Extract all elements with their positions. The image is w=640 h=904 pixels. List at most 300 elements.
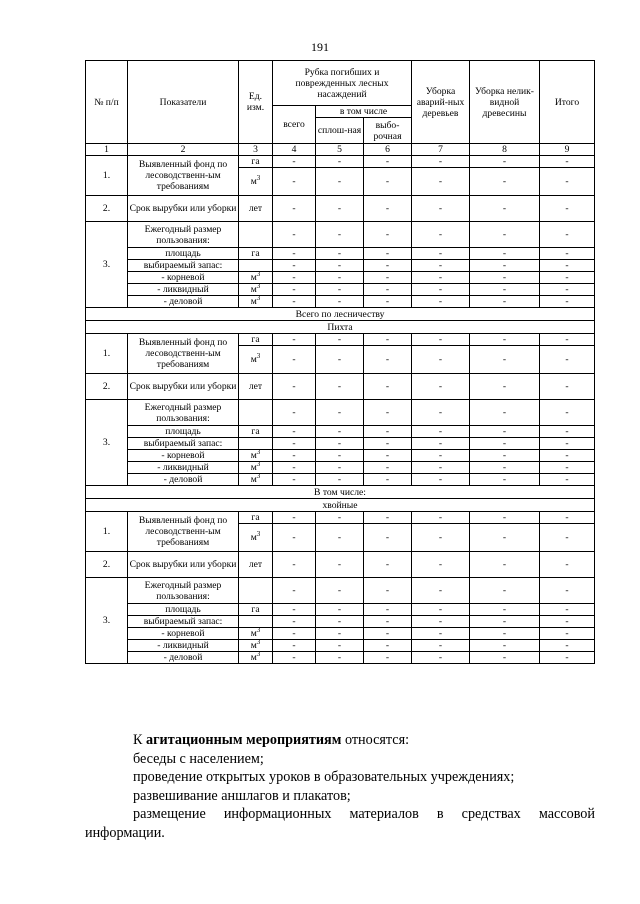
row-number: 1. [86,334,128,374]
unit-text: м [250,652,257,663]
table-row [86,156,595,168]
unit-cell [239,168,273,196]
col-number: 9 [540,144,595,156]
dash-cell: - [470,296,540,308]
dash-cell: - [316,156,364,168]
dash-cell: - [364,450,412,462]
dash-cell: - [364,260,412,272]
intro-bold: агитационным мероприятиям [146,732,342,748]
unit-text: м [250,176,257,187]
table-row [86,474,595,486]
dash-cell: - [412,248,470,260]
dash-cell: - [540,616,595,628]
row-label: выбираемый запас: [128,438,239,450]
dash-cell: - [412,438,470,450]
dash-cell: - [470,524,540,552]
dash-cell: - [364,374,412,400]
unit-text: м [250,354,257,365]
header-num: № п/п [86,61,128,144]
dash-cell: - [540,248,595,260]
unit-cell [239,260,273,272]
dash-cell: - [540,640,595,652]
col-number: 6 [364,144,412,156]
dash-cell: - [470,334,540,346]
dash-cell: - [412,168,470,196]
dash-cell: - [273,284,316,296]
unit-cell: лет [239,196,273,222]
dash-cell: - [412,260,470,272]
section-row [86,499,595,512]
dash-cell: - [273,196,316,222]
dash-cell: - [273,222,316,248]
dash-cell: - [412,450,470,462]
unit-superscript: 3 [256,449,261,456]
table-row [86,426,595,438]
col-number: 4 [273,144,316,156]
col-number: 1 [86,144,128,156]
header-felling: Рубка погибших и поврежденных лесных насаждений [273,61,412,106]
unit-superscript: 3 [256,529,261,538]
table-row [86,512,595,524]
dash-cell: - [316,222,364,248]
section-row [86,321,595,334]
row-number: 2. [86,552,128,578]
header-sum: Итого [540,61,595,144]
header-clear: сплош-ная [316,118,364,144]
dash-cell: - [364,284,412,296]
unit-cell [239,450,273,462]
dash-cell: - [540,222,595,248]
table-row [86,272,595,284]
dash-cell: - [316,438,364,450]
col-number: 8 [470,144,540,156]
col-number: 7 [412,144,470,156]
row-label: - корневой [128,450,239,462]
row-label: - деловой [128,652,239,664]
dash-cell: - [273,474,316,486]
dash-cell: - [470,374,540,400]
unit-superscript: 3 [256,639,261,646]
section-title: В том числе: [86,486,595,499]
dash-cell: - [470,512,540,524]
dash-cell: - [412,652,470,664]
unit-superscript: 3 [256,651,261,658]
dash-cell: - [412,474,470,486]
header-indicators: Показатели [128,61,239,144]
unit-cell [239,346,273,374]
header-including: в том числе [316,106,412,118]
unit-cell [239,628,273,640]
dash-cell: - [316,196,364,222]
row-label: Выявленный фонд по лесоводственн-ым требованиям [128,512,239,552]
row-label: выбираемый запас: [128,616,239,628]
dash-cell: - [316,260,364,272]
dash-cell: - [316,272,364,284]
dash-cell: - [470,616,540,628]
dash-cell: - [412,284,470,296]
table-row [86,552,595,578]
dash-cell: - [470,400,540,426]
unit-superscript: 3 [256,173,261,182]
dash-cell: - [364,168,412,196]
dash-cell: - [540,334,595,346]
dash-cell: - [364,334,412,346]
dash-cell: - [412,628,470,640]
unit-cell [239,400,273,426]
page-number: 191 [311,40,329,54]
unit-cell [239,474,273,486]
unit-superscript: 3 [256,351,261,360]
dash-cell: - [364,474,412,486]
col-number: 3 [239,144,273,156]
dash-cell: - [273,168,316,196]
dash-cell: - [412,578,470,604]
dash-cell: - [316,168,364,196]
header-selective: выбо-рочная [364,118,412,144]
dash-cell: - [273,524,316,552]
dash-cell: - [273,604,316,616]
dash-cell: - [470,640,540,652]
dash-cell: - [273,578,316,604]
dash-cell: - [540,578,595,604]
table-row [86,334,595,346]
dash-cell: - [540,652,595,664]
col-number: 2 [128,144,239,156]
dash-cell: - [316,400,364,426]
unit-cell: га [239,248,273,260]
dash-cell: - [273,156,316,168]
table-row [86,652,595,664]
header-emergency: Уборка аварий-ных деревьев [412,61,470,144]
dash-cell: - [273,296,316,308]
dash-cell: - [470,222,540,248]
dash-cell: - [316,512,364,524]
dash-cell: - [364,346,412,374]
table-row [86,260,595,272]
row-label: - корневой [128,628,239,640]
header-unit: Ед. изм. [239,61,273,144]
row-number: 3. [86,222,128,308]
unit-cell [239,652,273,664]
dash-cell: - [470,260,540,272]
unit-cell [239,296,273,308]
dash-cell: - [316,374,364,400]
dash-cell: - [364,272,412,284]
dash-cell: - [470,604,540,616]
row-label: Выявленный фонд по лесоводственн-ым требованиям [128,334,239,374]
dash-cell: - [540,400,595,426]
unit-cell: лет [239,552,273,578]
unit-cell: лет [239,374,273,400]
dash-cell: - [316,346,364,374]
unit-text: м [250,462,257,473]
dash-cell: - [470,578,540,604]
row-label: - ликвидный [128,640,239,652]
dash-cell: - [316,450,364,462]
header-total: всего [273,106,316,144]
dash-cell: - [273,374,316,400]
dash-cell: - [364,604,412,616]
dash-cell: - [273,512,316,524]
body-text [85,731,595,842]
unit-cell [239,284,273,296]
section-title: Пихта [86,321,595,334]
dash-cell: - [316,284,364,296]
dash-cell: - [316,604,364,616]
dash-cell: - [364,578,412,604]
unit-superscript: 3 [256,283,261,290]
table-row [86,616,595,628]
dash-cell: - [470,196,540,222]
dash-cell: - [470,462,540,474]
dash-cell: - [364,438,412,450]
dash-cell: - [540,374,595,400]
section-row [86,486,595,499]
unit-superscript: 3 [256,627,261,634]
unit-cell [239,578,273,604]
intro-paragraph [85,731,595,750]
dash-cell: - [540,604,595,616]
dash-cell: - [412,296,470,308]
dash-cell: - [273,462,316,474]
data-table [85,60,595,664]
dash-cell: - [540,156,595,168]
dash-cell: - [470,628,540,640]
dash-cell: - [316,248,364,260]
dash-cell: - [412,604,470,616]
dash-cell: - [412,616,470,628]
row-number: 2. [86,374,128,400]
unit-text: м [250,474,257,485]
list-item: проведение открытых уроков в образовательных учреждениях; [133,769,515,785]
row-label: - деловой [128,474,239,486]
dash-cell: - [412,640,470,652]
dash-cell: - [540,450,595,462]
dash-cell: - [540,512,595,524]
row-label: Срок вырубки или уборки [128,374,239,400]
dash-cell: - [470,272,540,284]
unit-text: м [250,640,257,651]
dash-cell: - [412,272,470,284]
row-label: Ежегодный размер пользования: [128,578,239,604]
table-row [86,438,595,450]
dash-cell: - [412,196,470,222]
dash-cell: - [316,552,364,578]
dash-cell: - [273,640,316,652]
dash-cell: - [364,640,412,652]
dash-cell: - [316,296,364,308]
row-label: площадь [128,426,239,438]
table-row [86,196,595,222]
dash-cell: - [470,474,540,486]
dash-cell: - [412,222,470,248]
row-label: Срок вырубки или уборки [128,196,239,222]
dash-cell: - [412,400,470,426]
row-label: Ежегодный размер пользования: [128,400,239,426]
dash-cell: - [364,222,412,248]
dash-cell: - [364,156,412,168]
row-label: площадь [128,604,239,616]
dash-cell: - [364,628,412,640]
row-label: Выявленный фонд по лесоводственн-ым требованиям [128,156,239,196]
header-illiquid: Уборка нелик-видной древесины [470,61,540,144]
dash-cell: - [412,426,470,438]
row-label: Ежегодный размер пользования: [128,222,239,248]
dash-cell: - [273,272,316,284]
dash-cell: - [273,346,316,374]
dash-cell: - [540,346,595,374]
intro-prefix: К [133,732,147,748]
table-row [86,400,595,426]
unit-cell [239,272,273,284]
section-title: Всего по лесничеству [86,308,595,321]
dash-cell: - [540,524,595,552]
unit-cell [239,462,273,474]
dash-cell: - [316,524,364,552]
unit-text: м [250,532,257,543]
dash-cell: - [273,616,316,628]
row-number: 3. [86,578,128,664]
dash-cell: - [364,296,412,308]
dash-cell: - [364,616,412,628]
unit-cell: га [239,426,273,438]
row-label: Срок вырубки или уборки [128,552,239,578]
unit-text: м [250,628,257,639]
dash-cell: - [364,400,412,426]
row-label: площадь [128,248,239,260]
unit-text: м [250,450,257,461]
dash-cell: - [316,578,364,604]
dash-cell: - [316,426,364,438]
row-label: выбираемый запас: [128,260,239,272]
unit-cell [239,616,273,628]
list-item: беседы с населением; [133,750,264,767]
dash-cell: - [364,512,412,524]
dash-cell: - [540,296,595,308]
unit-cell: га [239,512,273,524]
unit-cell: га [239,334,273,346]
unit-cell [239,438,273,450]
unit-superscript: 3 [256,295,261,302]
dash-cell: - [470,552,540,578]
dash-cell: - [316,640,364,652]
dash-cell: - [412,374,470,400]
dash-cell: - [273,652,316,664]
dash-cell: - [540,196,595,222]
dash-cell: - [540,168,595,196]
dash-cell: - [364,426,412,438]
dash-cell: - [412,346,470,374]
intro-suffix: относятся: [341,732,410,748]
section-title: хвойные [86,499,595,512]
list-item: развешивание аншлагов и плакатов; [133,787,351,804]
row-label: - корневой [128,272,239,284]
row-number: 1. [86,156,128,196]
row-label: - ликвидный [128,284,239,296]
dash-cell: - [412,156,470,168]
dash-cell: - [364,652,412,664]
dash-cell: - [273,426,316,438]
dash-cell: - [273,334,316,346]
dash-cell: - [470,156,540,168]
dash-cell: - [412,334,470,346]
dash-cell: - [540,462,595,474]
dash-cell: - [273,260,316,272]
unit-cell [239,524,273,552]
dash-cell: - [470,346,540,374]
dash-cell: - [364,524,412,552]
dash-cell: - [412,512,470,524]
col-number: 5 [316,144,364,156]
dash-cell: - [470,284,540,296]
dash-cell: - [540,284,595,296]
list-item: размещение информационных материалов в средствах массовой [133,806,595,822]
dash-cell: - [316,462,364,474]
row-number: 2. [86,196,128,222]
row-number: 3. [86,400,128,486]
dash-cell: - [470,426,540,438]
table-row [86,578,595,604]
dash-cell: - [412,552,470,578]
table-row [86,284,595,296]
table-row [86,604,595,616]
dash-cell: - [364,196,412,222]
unit-text: м [250,284,257,295]
dash-cell: - [316,334,364,346]
unit-cell [239,640,273,652]
list-item-continuation: информации. [85,824,165,841]
dash-cell: - [540,628,595,640]
unit-text: м [250,296,257,307]
dash-cell: - [470,450,540,462]
row-label: - деловой [128,296,239,308]
dash-cell: - [273,450,316,462]
row-label: - ликвидный [128,462,239,474]
unit-superscript: 3 [256,461,261,468]
dash-cell: - [316,652,364,664]
dash-cell: - [540,272,595,284]
dash-cell: - [412,524,470,552]
dash-cell: - [316,628,364,640]
unit-cell: га [239,156,273,168]
dash-cell: - [273,438,316,450]
unit-superscript: 3 [256,473,261,480]
dash-cell: - [470,438,540,450]
dash-cell: - [273,628,316,640]
dash-cell: - [273,248,316,260]
dash-cell: - [273,400,316,426]
unit-cell [239,222,273,248]
table-row [86,374,595,400]
dash-cell: - [540,438,595,450]
dash-cell: - [470,248,540,260]
dash-cell: - [540,474,595,486]
dash-cell: - [470,652,540,664]
table-row [86,222,595,248]
unit-cell: га [239,604,273,616]
dash-cell: - [273,552,316,578]
table-row [86,628,595,640]
row-number: 1. [86,512,128,552]
dash-cell: - [316,474,364,486]
dash-cell: - [412,462,470,474]
dash-cell: - [364,248,412,260]
dash-cell: - [540,552,595,578]
unit-text: м [250,272,257,283]
dash-cell: - [470,168,540,196]
dash-cell: - [364,552,412,578]
table-row [86,462,595,474]
